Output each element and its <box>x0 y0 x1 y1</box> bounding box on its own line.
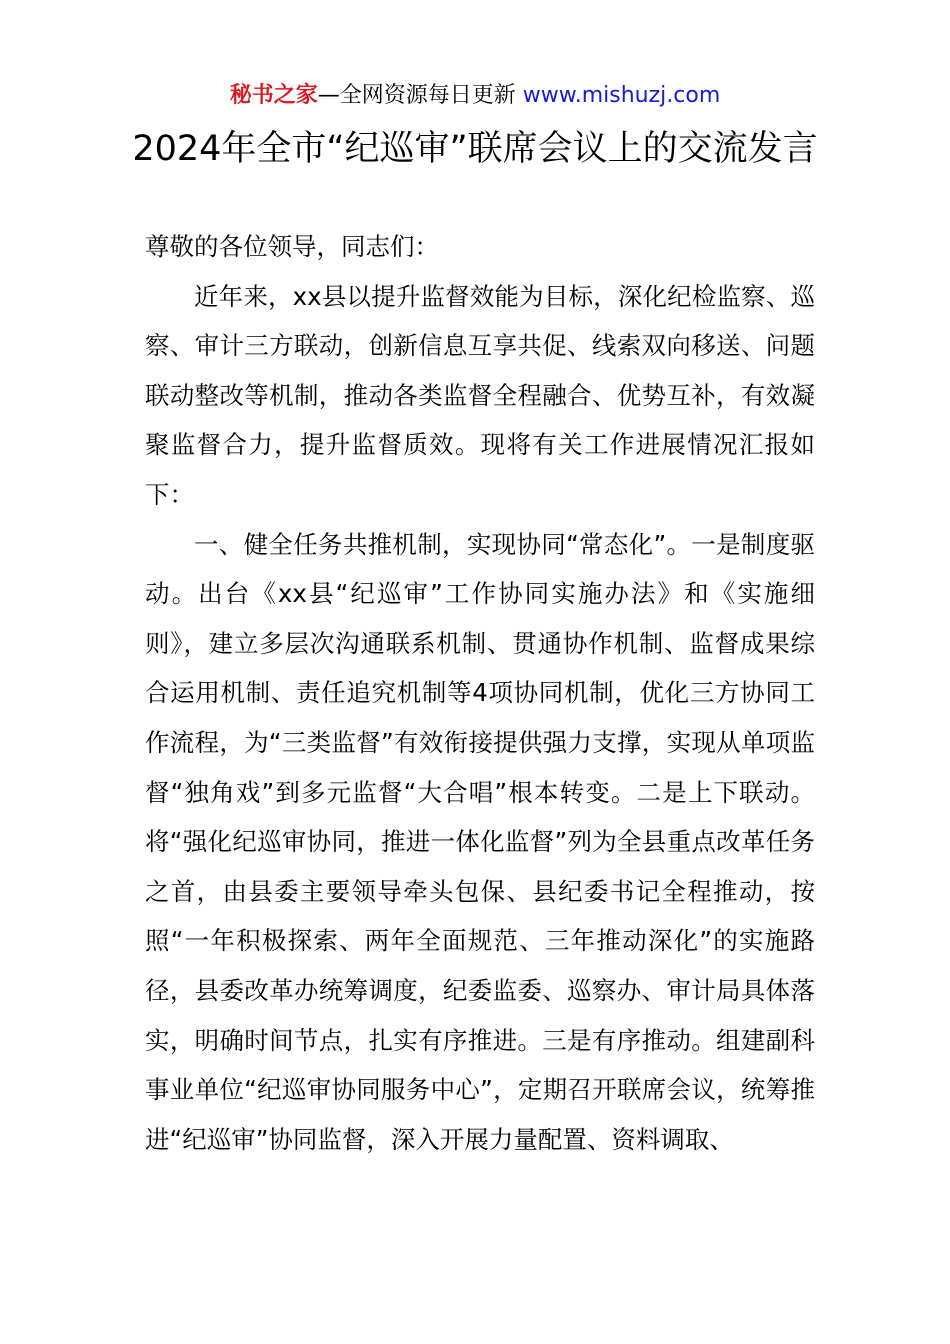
document-title: 2024年全市“纪巡审”联席会议上的交流发言 <box>132 129 818 169</box>
salutation: 尊敬的各位领导，同志们： <box>145 232 439 261</box>
banner-tagline: —全网资源每日更新 <box>317 83 523 108</box>
paragraph-intro: 近年来，xx县以提升监督效能为目标，深化纪检监察、巡察、审计三方联动，创新信息互享共促、线索双向移送、问题联动整改等机制，推动各类监督全程融合、优势互补，有效凝聚监督合力，提升监督质效。现将有关工作进展情况汇报如下： <box>145 281 815 509</box>
paragraph-section-one: 一、健全任务共推机制，实现协同“常态化”。一是制度驱动。出台《xx县“纪巡审”工作协同实施办法》和《实施细则》，建立多层次沟通联系机制、贯通协作机制、监督成果综合运用机制、责任追究机制等4项协同机制，优化三方协同工作流程，为“三类监督”有效衔接提供强力支撑，实现从单项监督“独角戏”到多元监督“大合唱”根本转变。二是上下联动。将“强化纪巡审协同，推进一体化监督”列为全县重点改革任务之首，由县委主要领导牵头包保、县纪委书记全程推动，按照“一年积极探索、两年全面规范、三年推动深化”的实施路径，县委改革办统筹调度，纪委监委、巡察办、审计局具体落实，明确时间节点，扎实有序推进。三是有序推动。组建副科事业单位“纪巡审协同服务中心”，定期召开联席会议，统筹推进“纪巡审”协同监督，深入开展力量配置、资料调取、 <box>145 529 815 1154</box>
site-banner <box>0 80 950 112</box>
brand-name: 秘书之家 <box>229 83 318 108</box>
document-body <box>145 222 815 1164</box>
banner-url-link[interactable]: www.mishuzj.com <box>522 83 721 108</box>
